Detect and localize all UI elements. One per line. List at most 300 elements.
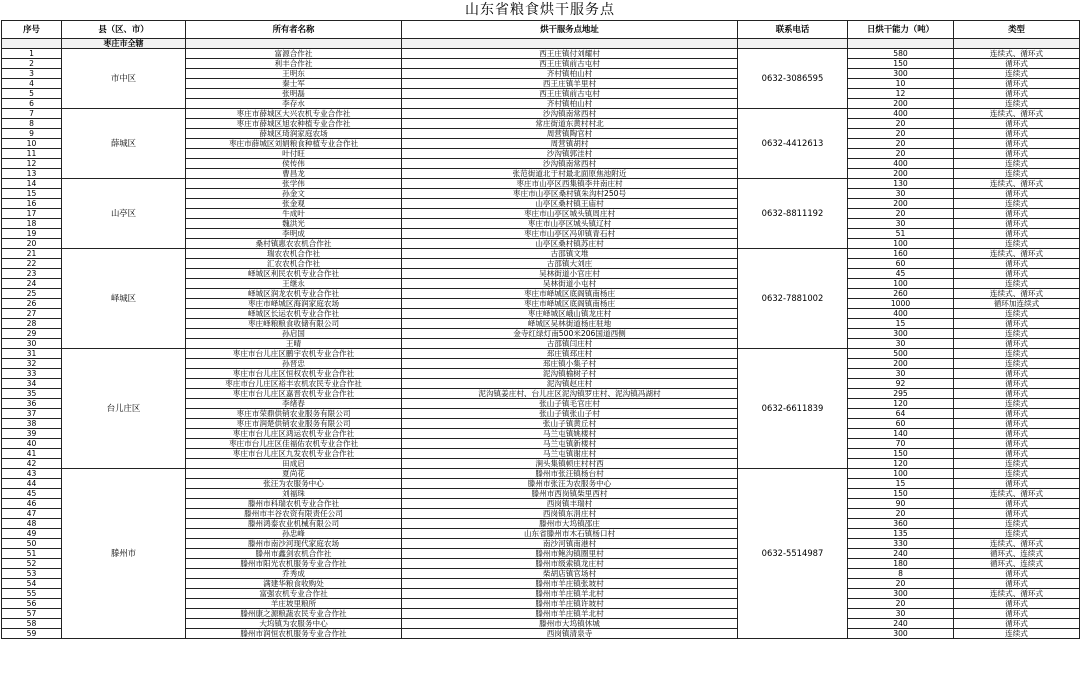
daily-capacity: 295 [848, 389, 954, 399]
dryer-type: 循环式 [954, 389, 1080, 399]
daily-capacity: 30 [848, 189, 954, 199]
dryer-type: 循环式、连续式 [954, 559, 1080, 569]
county-cell: 山亭区 [62, 179, 186, 249]
county-cell: 台儿庄区 [62, 349, 186, 469]
dryer-type: 循环式 [954, 269, 1080, 279]
service-address: 邳庄镇邳庄村 [402, 349, 738, 359]
service-address: 滕州市羊庄镇羊北村 [402, 589, 738, 599]
dryer-type: 连续式 [954, 529, 1080, 539]
daily-capacity: 20 [848, 579, 954, 589]
service-address: 滕州市大坞镇邵庄 [402, 519, 738, 529]
row-index: 50 [2, 539, 62, 549]
dryer-type: 连续式 [954, 169, 1080, 179]
service-address: 山亭区桑村镇苏庄村 [402, 239, 738, 249]
row-index: 51 [2, 549, 62, 559]
daily-capacity: 20 [848, 509, 954, 519]
dryer-type: 连续式、循环式 [954, 179, 1080, 189]
owner-name: 曹昌龙 [186, 169, 402, 179]
row-index: 25 [2, 289, 62, 299]
service-address: 张范街道北于村最北面原焦池附近 [402, 169, 738, 179]
owner-name: 夏尚花 [186, 469, 402, 479]
dryer-type: 连续式 [954, 519, 1080, 529]
dryer-type: 循环式 [954, 189, 1080, 199]
service-address: 张山子镇毛官庄村 [402, 399, 738, 409]
row-index: 27 [2, 309, 62, 319]
dryer-type: 循环式 [954, 419, 1080, 429]
owner-name: 滕州市南沙河现代家庭农场 [186, 539, 402, 549]
daily-capacity: 15 [848, 479, 954, 489]
owner-name: 孙金文 [186, 189, 402, 199]
service-address: 周营镇陶官村 [402, 129, 738, 139]
dryer-type: 循环式 [954, 129, 1080, 139]
service-address: 吴林街道小官庄村 [402, 269, 738, 279]
owner-name: 满建华粮食收购处 [186, 579, 402, 589]
daily-capacity: 10 [848, 79, 954, 89]
owner-name: 大坞镇为农服务中心 [186, 619, 402, 629]
dryer-type: 循环式 [954, 379, 1080, 389]
service-address: 西岗镇丰瑞村 [402, 499, 738, 509]
row-index: 24 [2, 279, 62, 289]
daily-capacity: 400 [848, 109, 954, 119]
row-index: 20 [2, 239, 62, 249]
daily-capacity: 12 [848, 89, 954, 99]
row-index: 15 [2, 189, 62, 199]
owner-name: 羊庄坡里粮所 [186, 599, 402, 609]
service-address: 枣庄市峄城区底阁镇南杨庄 [402, 299, 738, 309]
header-owner: 所有者名称 [186, 21, 402, 39]
service-address: 西岗镇清泉寺 [402, 629, 738, 639]
owner-name: 叶付旺 [186, 149, 402, 159]
service-address: 吴林街道小屯村 [402, 279, 738, 289]
dryer-type: 连续式 [954, 159, 1080, 169]
owner-name: 王继永 [186, 279, 402, 289]
daily-capacity: 200 [848, 99, 954, 109]
service-address: 滕州市羊庄镇许坡村 [402, 599, 738, 609]
daily-capacity: 300 [848, 629, 954, 639]
daily-capacity: 8 [848, 569, 954, 579]
owner-name: 李绪春 [186, 399, 402, 409]
header-address: 烘干服务点地址 [402, 21, 738, 39]
service-address: 枣庄峄城区峨山镇龙庄村 [402, 309, 738, 319]
dryer-type: 循环式 [954, 319, 1080, 329]
daily-capacity: 150 [848, 489, 954, 499]
owner-name: 峄城区润龙农机专业合作社 [186, 289, 402, 299]
service-address: 滕州市羊庄镇张坡村 [402, 579, 738, 589]
owner-name: 滕州市阳光农机服务专业合作社 [186, 559, 402, 569]
dryer-type: 循环式 [954, 369, 1080, 379]
row-index: 10 [2, 139, 62, 149]
dryer-type: 连续式 [954, 399, 1080, 409]
owner-name: 滕州鸿泰农业机械有限公司 [186, 519, 402, 529]
dryer-type: 循环式 [954, 209, 1080, 219]
daily-capacity: 400 [848, 309, 954, 319]
service-address: 古邵镇大刘庄 [402, 259, 738, 269]
row-index: 6 [2, 99, 62, 109]
service-address: 山东省滕州市木石镇杨口村 [402, 529, 738, 539]
row-index: 31 [2, 349, 62, 359]
daily-capacity: 160 [848, 249, 954, 259]
owner-name: 汇农农机合作社 [186, 259, 402, 269]
row-index: 48 [2, 519, 62, 529]
owner-name: 枣庄市台儿庄区鸿运农机专业合作社 [186, 429, 402, 439]
row-index: 2 [2, 59, 62, 69]
service-address: 滕州市鲍沟镇圈里村 [402, 549, 738, 559]
owner-name: 桑村镇惠农农机合作社 [186, 239, 402, 249]
row-index: 59 [2, 629, 62, 639]
subheader-label: 枣庄市全辖 [62, 39, 186, 49]
owner-name: 张汪为农服务中心 [186, 479, 402, 489]
service-address: 滕州市羊庄镇羊北村 [402, 609, 738, 619]
dryer-type: 连续式、循环式 [954, 49, 1080, 59]
row-index: 45 [2, 489, 62, 499]
row-index: 9 [2, 129, 62, 139]
phone-cell: 0632-4412613 [738, 109, 848, 179]
daily-capacity: 51 [848, 229, 954, 239]
page-title: 山东省粮食烘干服务点 [465, 2, 615, 18]
table-row [2, 249, 1080, 259]
table-row [2, 49, 1080, 59]
owner-name: 张明磊 [186, 89, 402, 99]
dryer-type: 连续式、循环式 [954, 589, 1080, 599]
dryer-type: 循环式 [954, 609, 1080, 619]
row-index: 7 [2, 109, 62, 119]
row-index: 29 [2, 329, 62, 339]
daily-capacity: 580 [848, 49, 954, 59]
row-index: 30 [2, 339, 62, 349]
service-address: 滕州市张汪为农服务中心 [402, 479, 738, 489]
owner-name: 张金观 [186, 199, 402, 209]
daily-capacity: 30 [848, 219, 954, 229]
owner-name: 滕州市丰谷农资有限责任公司 [186, 509, 402, 519]
daily-capacity: 90 [848, 499, 954, 509]
dryer-type: 循环式 [954, 219, 1080, 229]
dryer-type: 循环式 [954, 259, 1080, 269]
dryer-type: 连续式、循环式 [954, 489, 1080, 499]
subheader-row [2, 39, 1080, 49]
daily-capacity: 360 [848, 519, 954, 529]
row-index: 12 [2, 159, 62, 169]
owner-name: 枣庄市台儿庄区恒权农机专业合作社 [186, 369, 402, 379]
owner-name: 枣庄市台儿庄区裕丰农机农民专业合作社 [186, 379, 402, 389]
owner-name: 瑞农农机合作社 [186, 249, 402, 259]
owner-name: 富源合作社 [186, 49, 402, 59]
dryer-type: 循环式 [954, 509, 1080, 519]
daily-capacity: 70 [848, 439, 954, 449]
owner-name: 魏洪光 [186, 219, 402, 229]
row-index: 58 [2, 619, 62, 629]
service-address: 张山子镇黄丘村 [402, 419, 738, 429]
row-index: 53 [2, 569, 62, 579]
owner-name: 滕州康之源粮蔬农民专业合作社 [186, 609, 402, 619]
row-index: 54 [2, 579, 62, 589]
daily-capacity: 330 [848, 539, 954, 549]
service-address: 西王庄镇前古屯村 [402, 89, 738, 99]
row-index: 18 [2, 219, 62, 229]
owner-name: 滕州市鑫剑农机合作社 [186, 549, 402, 559]
service-address: 常庄街道东黄村村北 [402, 119, 738, 129]
service-address: 峄城区吴林街道杨庄驻地 [402, 319, 738, 329]
owner-name: 利丰合作社 [186, 59, 402, 69]
row-index: 34 [2, 379, 62, 389]
owner-name: 枣庄市台儿庄区嘉晋农机专业合作社 [186, 389, 402, 399]
row-index: 42 [2, 459, 62, 469]
daily-capacity: 200 [848, 359, 954, 369]
owner-name: 枣庄市荣鼎供销农业服务有限公司 [186, 409, 402, 419]
daily-capacity: 120 [848, 399, 954, 409]
daily-capacity: 20 [848, 149, 954, 159]
daily-capacity: 20 [848, 129, 954, 139]
row-index: 56 [2, 599, 62, 609]
daily-capacity: 500 [848, 349, 954, 359]
service-address: 枣庄市山亭区冯卯镇青石村 [402, 229, 738, 239]
owner-name: 滕州市润恒农机服务专业合作社 [186, 629, 402, 639]
service-address: 枣庄市山亭区桑村镇朱沟村250号 [402, 189, 738, 199]
dryer-type: 连续式 [954, 469, 1080, 479]
owner-name: 王明东 [186, 69, 402, 79]
daily-capacity: 140 [848, 429, 954, 439]
dryer-type: 连续式 [954, 279, 1080, 289]
service-address: 滕州市张汪镇杨台村 [402, 469, 738, 479]
phone-cell: 0632-6611839 [738, 349, 848, 469]
daily-capacity: 20 [848, 119, 954, 129]
daily-capacity: 200 [848, 199, 954, 209]
daily-capacity: 300 [848, 329, 954, 339]
daily-capacity: 400 [848, 159, 954, 169]
row-index: 35 [2, 389, 62, 399]
owner-name: 孙启国 [186, 329, 402, 339]
row-index: 13 [2, 169, 62, 179]
service-points-table [1, 20, 1080, 639]
row-index: 17 [2, 209, 62, 219]
row-index: 43 [2, 469, 62, 479]
table-row [2, 179, 1080, 189]
service-address: 南沙河镇南港村 [402, 539, 738, 549]
service-address: 古邵镇文堆 [402, 249, 738, 259]
owner-name: 枣庄市薛城区大兴农机专业合作社 [186, 109, 402, 119]
daily-capacity: 150 [848, 449, 954, 459]
daily-capacity: 130 [848, 179, 954, 189]
owner-name: 枣庄市台儿庄区佳福佑农机专业合作社 [186, 439, 402, 449]
daily-capacity: 45 [848, 269, 954, 279]
row-index: 19 [2, 229, 62, 239]
daily-capacity: 240 [848, 549, 954, 559]
service-address: 泥沟镇姜庄村、台儿庄区泥沟镇罗庄村、泥沟镇冯湖村 [402, 389, 738, 399]
row-index: 49 [2, 529, 62, 539]
service-address: 周营镇胡村 [402, 139, 738, 149]
dryer-type: 循环式 [954, 149, 1080, 159]
owner-name: 峄城区长运农机专业合作社 [186, 309, 402, 319]
dryer-type: 循环式 [954, 139, 1080, 149]
row-index: 26 [2, 299, 62, 309]
daily-capacity: 200 [848, 169, 954, 179]
owner-name: 孙忠峰 [186, 529, 402, 539]
service-address: 枣庄市山亭区西集镇李井南庄村 [402, 179, 738, 189]
dryer-type: 循环式 [954, 89, 1080, 99]
dryer-type: 连续式 [954, 349, 1080, 359]
service-address: 古邵镇闫庄村 [402, 339, 738, 349]
county-cell: 薛城区 [62, 109, 186, 179]
owner-name: 秦士军 [186, 79, 402, 89]
phone-cell: 0632-7881002 [738, 249, 848, 349]
dryer-type: 连续式 [954, 629, 1080, 639]
row-index: 57 [2, 609, 62, 619]
dryer-type: 连续式、循环式 [954, 109, 1080, 119]
daily-capacity: 180 [848, 559, 954, 569]
row-index: 11 [2, 149, 62, 159]
service-address: 柴胡店镇官场村 [402, 569, 738, 579]
owner-name: 孙晋忠 [186, 359, 402, 369]
service-address: 枣庄市山亭区城头镇辽村 [402, 219, 738, 229]
county-cell: 滕州市 [62, 469, 186, 639]
daily-capacity: 100 [848, 469, 954, 479]
county-cell: 市中区 [62, 49, 186, 109]
dryer-type: 循环式 [954, 439, 1080, 449]
daily-capacity: 300 [848, 589, 954, 599]
dryer-type: 循环式 [954, 499, 1080, 509]
header-county: 县（区、市） [62, 21, 186, 39]
owner-name: 滕州市科瑞农机专业合作社 [186, 499, 402, 509]
dryer-type: 循环式 [954, 229, 1080, 239]
row-index: 28 [2, 319, 62, 329]
row-index: 46 [2, 499, 62, 509]
owner-name: 枣庄市台儿庄区九发农机专业合作社 [186, 449, 402, 459]
daily-capacity: 260 [848, 289, 954, 299]
daily-capacity: 300 [848, 69, 954, 79]
service-address: 滕州市级索镇龙庄村 [402, 559, 738, 569]
daily-capacity: 1000 [848, 299, 954, 309]
daily-capacity: 20 [848, 209, 954, 219]
daily-capacity: 120 [848, 459, 954, 469]
daily-capacity: 30 [848, 609, 954, 619]
daily-capacity: 20 [848, 139, 954, 149]
service-address: 沙沟镇南常西村 [402, 159, 738, 169]
service-address: 张山子镇张山子村 [402, 409, 738, 419]
daily-capacity: 60 [848, 259, 954, 269]
owner-name: 枣庄市台儿庄区鹏宇农机专业合作社 [186, 349, 402, 359]
row-index: 40 [2, 439, 62, 449]
service-address: 滕州市西岗镇柴里西村 [402, 489, 738, 499]
daily-capacity: 15 [848, 319, 954, 329]
header-index: 序号 [2, 21, 62, 39]
dryer-type: 连续式 [954, 309, 1080, 319]
row-index: 47 [2, 509, 62, 519]
row-index: 39 [2, 429, 62, 439]
owner-name: 富强农机专业合作社 [186, 589, 402, 599]
service-address: 泥沟镇赵庄村 [402, 379, 738, 389]
phone-cell: 0632-5514987 [738, 469, 848, 639]
row-index: 16 [2, 199, 62, 209]
service-address: 金寺红绿灯南500米206国道西侧 [402, 329, 738, 339]
table-row [2, 469, 1080, 479]
daily-capacity: 135 [848, 529, 954, 539]
county-cell: 峄城区 [62, 249, 186, 349]
row-index: 3 [2, 69, 62, 79]
service-address: 西岗镇东涓庄村 [402, 509, 738, 519]
daily-capacity: 240 [848, 619, 954, 629]
dryer-type: 循环式 [954, 429, 1080, 439]
daily-capacity: 100 [848, 279, 954, 289]
owner-name: 枣庄市峄城区海润家庭农场 [186, 299, 402, 309]
owner-name: 枣庄市薛城区旭农种植专业合作社 [186, 119, 402, 129]
service-address: 泥沟镇榆树子村 [402, 369, 738, 379]
row-index: 44 [2, 479, 62, 489]
service-address: 马兰屯镇谢庄村 [402, 449, 738, 459]
row-index: 1 [2, 49, 62, 59]
service-address: 西王庄镇前古屯村 [402, 59, 738, 69]
subheader-spacer [2, 39, 62, 49]
service-address: 西王庄镇羊里村 [402, 79, 738, 89]
table-row [2, 349, 1080, 359]
row-index: 38 [2, 419, 62, 429]
service-address: 枣庄市山亭区城头镇周庄村 [402, 209, 738, 219]
row-index: 22 [2, 259, 62, 269]
dryer-type: 连续式 [954, 459, 1080, 469]
owner-name: 刘福珠 [186, 489, 402, 499]
row-index: 52 [2, 559, 62, 569]
table-row [2, 109, 1080, 119]
dryer-type: 连续式 [954, 359, 1080, 369]
daily-capacity: 100 [848, 239, 954, 249]
service-address: 沙沟镇郭洼村 [402, 149, 738, 159]
owner-name: 乔秀成 [186, 569, 402, 579]
dryer-type: 循环加连续式 [954, 299, 1080, 309]
row-index: 5 [2, 89, 62, 99]
dryer-type: 连续式 [954, 199, 1080, 209]
service-address: 马兰屯镇姚楼村 [402, 429, 738, 439]
header-phone: 联系电话 [738, 21, 848, 39]
dryer-type: 循环式、连续式 [954, 549, 1080, 559]
service-address: 山亭区桑村镇王庙村 [402, 199, 738, 209]
row-index: 4 [2, 79, 62, 89]
owner-name: 田成启 [186, 459, 402, 469]
row-index: 23 [2, 269, 62, 279]
service-address: 枣庄市峄城区底阁镇南杨庄 [402, 289, 738, 299]
dryer-type: 连续式 [954, 239, 1080, 249]
owner-name: 王晴 [186, 339, 402, 349]
dryer-type: 循环式 [954, 119, 1080, 129]
row-index: 8 [2, 119, 62, 129]
dryer-type: 循环式 [954, 569, 1080, 579]
owner-name: 李存水 [186, 99, 402, 109]
service-address: 马兰屯镇新楼村 [402, 439, 738, 449]
row-index: 55 [2, 589, 62, 599]
owner-name: 张学伟 [186, 179, 402, 189]
dryer-type: 连续式 [954, 99, 1080, 109]
owner-name: 枣庄市润楚供销农业服务有限公司 [186, 419, 402, 429]
row-index: 36 [2, 399, 62, 409]
header-row [2, 21, 1080, 39]
owner-name: 李明成 [186, 229, 402, 239]
dryer-type: 循环式 [954, 449, 1080, 459]
owner-name: 薛城区琦润家庭农场 [186, 129, 402, 139]
dryer-type: 循环式 [954, 619, 1080, 629]
dryer-type: 循环式 [954, 599, 1080, 609]
service-address: 滕州市大坞镇休城 [402, 619, 738, 629]
owner-name: 峄城区利民农机专业合作社 [186, 269, 402, 279]
daily-capacity: 60 [848, 419, 954, 429]
dryer-type: 连续式 [954, 329, 1080, 339]
row-index: 41 [2, 449, 62, 459]
service-address: 涧头集镇顿庄村村西 [402, 459, 738, 469]
daily-capacity: 20 [848, 599, 954, 609]
phone-cell: 0632-3086595 [738, 49, 848, 109]
owner-name: 侯传伟 [186, 159, 402, 169]
owner-name: 枣庄峄粮粮食收储有限公司 [186, 319, 402, 329]
dryer-type: 循环式 [954, 409, 1080, 419]
header-capacity: 日烘干能力（吨） [848, 21, 954, 39]
daily-capacity: 92 [848, 379, 954, 389]
dryer-type: 循环式 [954, 479, 1080, 489]
